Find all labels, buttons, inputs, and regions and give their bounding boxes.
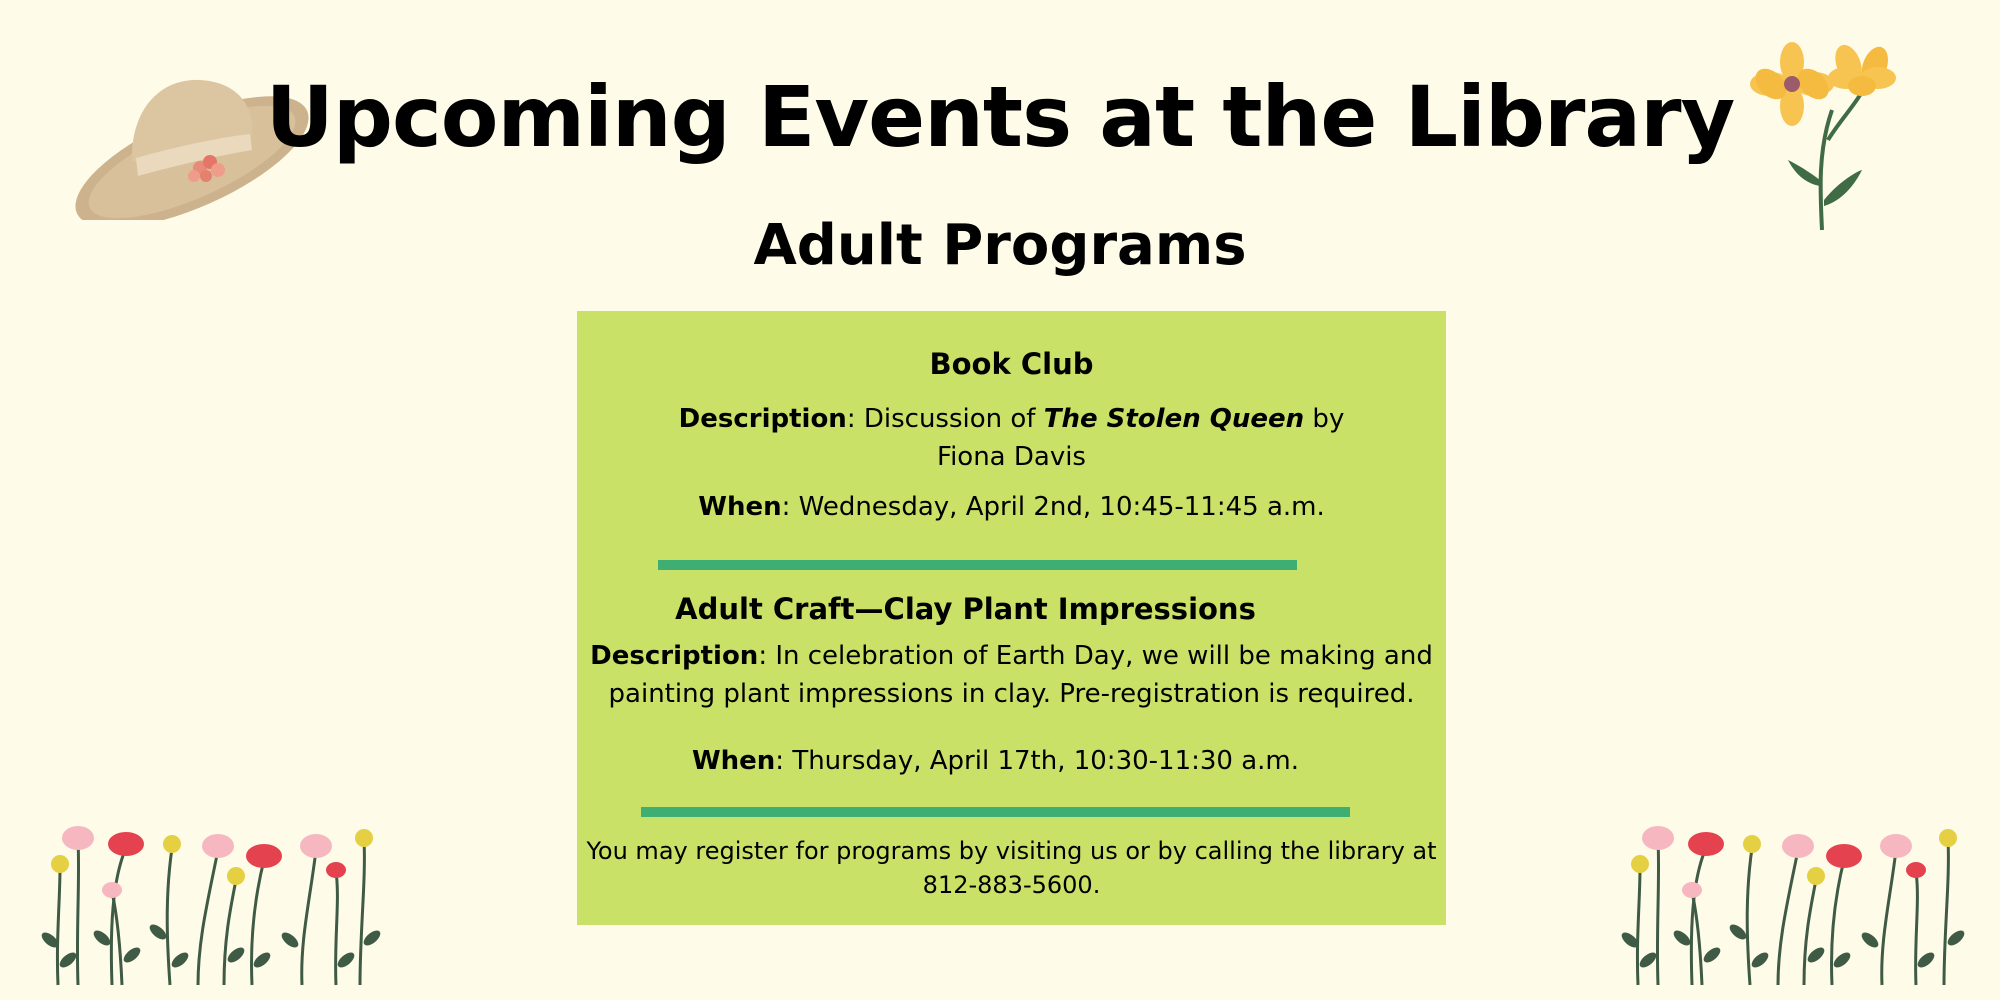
wildflowers-left-icon [40,820,390,990]
when-value: : Wednesday, April 2nd, 10:45-11:45 a.m. [781,492,1325,522]
event-when [577,488,1446,526]
event-title-adult-craft: Adult Craft—Clay Plant Impressions [675,592,1256,626]
event-when [561,742,1430,780]
event-description-line-2: painting plant impressions in clay. Pre-registration is required. [608,679,1415,709]
events-card [577,311,1446,925]
event-description-line [577,400,1446,438]
page-title: Upcoming Events at the Library [265,68,1735,166]
description-label: Description [590,641,759,671]
when-label: When [691,746,776,776]
when-value: : Thursday, April 17th, 10:30-11:30 a.m. [775,746,1300,776]
register-note-phone: 812-883-5600. [922,871,1101,899]
event-description-line-2: Fiona Davis [937,442,1086,472]
description-text: by [1304,404,1345,434]
book-title: The Stolen Queen [1043,404,1305,434]
event-description-line [577,637,1446,675]
description-text: : Discussion of [846,404,1044,434]
register-note-line-1: You may register for programs by visiting us or by calling the library at [586,837,1437,865]
divider [641,807,1350,817]
divider [658,560,1297,570]
description-text: : In celebration of Earth Day, we will be making and [758,641,1433,671]
section-title: Adult Programs [753,213,1247,278]
wildflowers-right-icon [1620,810,1970,990]
event-title-book-club: Book Club [929,347,1094,381]
when-label: When [698,492,782,522]
description-label: Description [678,404,847,434]
